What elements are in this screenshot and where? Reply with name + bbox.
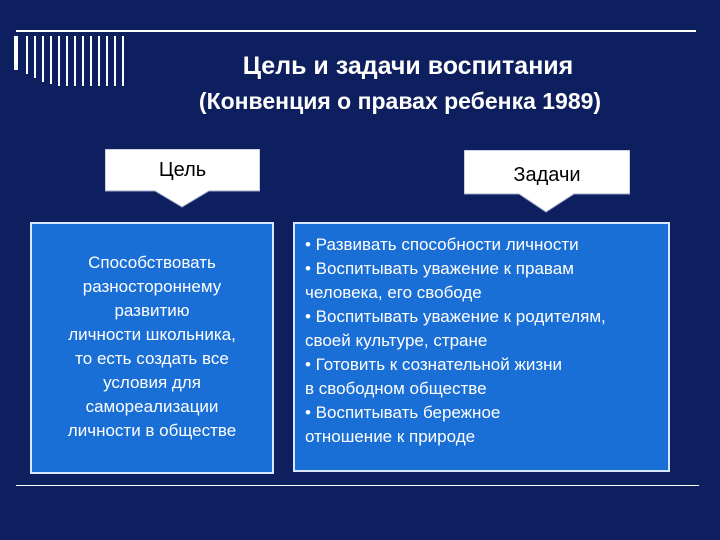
tasks-line: отношение к природе <box>305 427 476 446</box>
goal-line: Способствовать <box>88 253 216 272</box>
top-rule <box>16 30 696 32</box>
goal-line: разностороннему <box>82 277 222 296</box>
goal-line: личности школьника, <box>68 325 236 344</box>
goal-line: самореализации <box>85 397 219 416</box>
tasks-line: • Воспитывать уважение к родителям, <box>305 307 606 326</box>
goal-line: то есть создать все <box>75 349 229 368</box>
tasks-line: • Развивать способности личности <box>305 235 579 254</box>
slide-subtitle: (Конвенция о правах ребенка 1989) <box>198 88 602 114</box>
bottom-rule <box>16 485 699 486</box>
tasks-line: • Воспитывать уважение к правам <box>305 259 574 278</box>
goal-callout <box>105 149 260 211</box>
goal-line: развитию <box>114 301 190 320</box>
goal-panel <box>30 222 274 474</box>
tasks-line: человека, его свободе <box>305 283 482 302</box>
tasks-label: Задачи <box>513 164 581 186</box>
tasks-line: в свободном обществе <box>305 379 487 398</box>
goal-label: Цель <box>158 159 207 181</box>
tasks-callout <box>464 150 630 216</box>
goal-line: условия для <box>103 373 201 392</box>
tasks-line: • Готовить к сознательной жизни <box>305 355 563 374</box>
tasks-panel <box>293 222 670 472</box>
tasks-line: • Воспитывать бережное <box>305 403 501 422</box>
tasks-line: своей культуре, стране <box>305 331 488 350</box>
goal-line: личности в обществе <box>67 421 237 440</box>
slide-title: Цель и задачи воспитания <box>242 52 574 80</box>
